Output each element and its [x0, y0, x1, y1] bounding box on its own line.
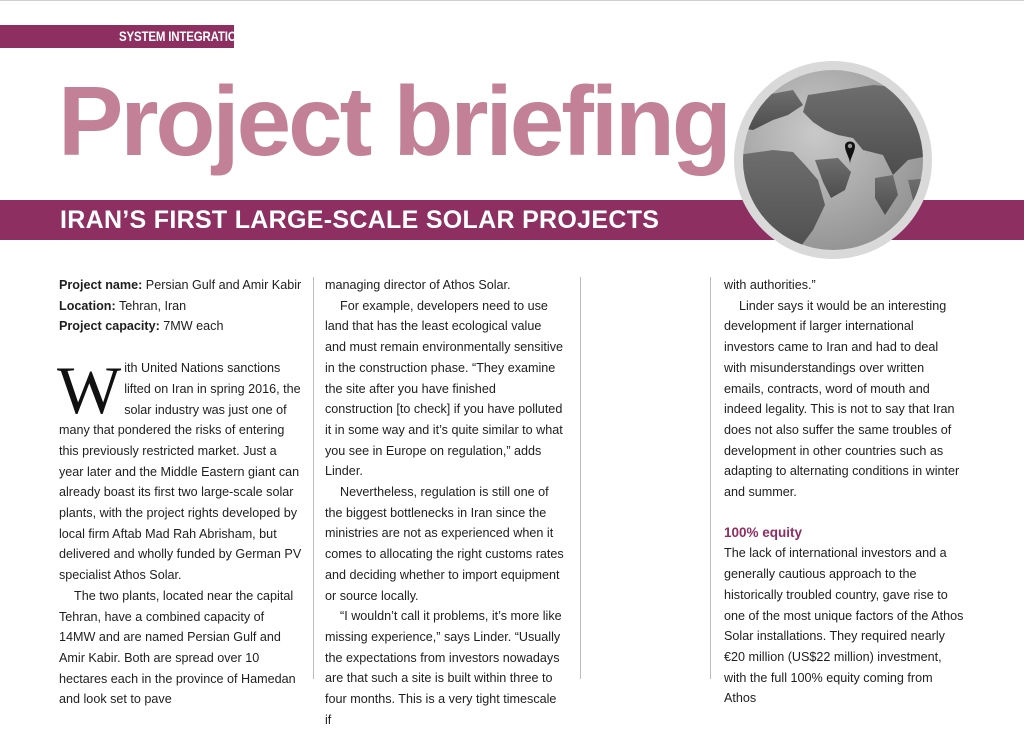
column-divider [313, 277, 314, 679]
column-divider [710, 277, 711, 679]
article-column-1 [59, 275, 303, 710]
article-column-2 [325, 275, 565, 730]
section-tag [0, 25, 245, 48]
section-subhead: 100% equity [724, 524, 803, 540]
column-divider [580, 277, 581, 679]
capacity-line [59, 316, 303, 337]
capacity-label: Project capacity: [59, 319, 160, 334]
subheadline: IRAN’S FIRST LARGE-SCALE SOLAR PROJECTS [60, 206, 660, 234]
article-paragraph: For example, developers need to use land that has the least ecological value and must remain environmentally sensitive in the construction phase. “They examine the site after you have finished construction [to check] if you have polluted it in some way and it’s quite similar to what you see in Europe on regulation,” adds Linder. [325, 298, 563, 479]
project-name-line [59, 275, 303, 296]
article-paragraph: Linder says it would be an interesting development if larger international investors came to Iran and had to deal with misunderstandings over written emails, contracts, word of mouth and indeed legality. This is not to say that Iran does not also suffer the same troubles of development in other countries such as adapting to alternating conditions in winter and summer. [724, 298, 960, 500]
article-paragraph: The lack of international investors and a generally cautious approach to the historically troubled country, gave rise to one of the most unique factors of the Athos Solar installations. They required nearly €20 million (US$22 million) investment, with the full 100% equity coming from Athos [724, 546, 964, 706]
drop-cap: W [57, 352, 122, 429]
capacity-value: 7MW each [163, 319, 224, 334]
project-name-label: Project name: [59, 278, 143, 292]
article-paragraph: The two plants, located near the capital Tehran, have a combined capacity of 14MW and are named Persian Gulf and Amir Kabir. Both are spread over 10 hectares each in the province of Hamedan and look set to pave [59, 588, 296, 707]
top-divider [0, 0, 1024, 1]
article-column-3 [724, 275, 964, 709]
article-paragraph [57, 352, 303, 586]
paragraph-text: ith United Nations sanctions lifted on Iran in spring 2016, the solar industry was just one of many that pondered the risks of entering this previously restricted market. Just a year later and the Middle Eastern giant can already boast its first two large-scale solar plants, with the project rights developed by local firm Aftab Mad Rah Abrisham, but delivered and wholly funded by German PV specialist Athos Solar. [59, 361, 302, 583]
page-title: Project briefing [58, 66, 729, 176]
location-line [59, 296, 303, 317]
location-label: Location: [59, 298, 116, 313]
article-paragraph: managing director of Athos Solar. [325, 278, 511, 292]
globe-map [733, 60, 933, 260]
article-paragraph: Nevertheless, regulation is still one of the biggest bottlenecks in Iran since the ministries are not as experienced when it comes to allocating the right customs rates and deciding whether to import equipment or source locally. [325, 485, 564, 603]
article-paragraph: with authorities.” [724, 278, 816, 292]
project-name-value: Persian Gulf and Amir Kabir [145, 278, 302, 292]
section-tag-label: SYSTEM INTEGRATION [119, 28, 245, 44]
spacer [724, 503, 964, 523]
article-paragraph: “I wouldn’t call it problems, it’s more like missing experience,” says Linder. “Usually the expectations from investors nowadays are that such a site is built within three to four months. This is a very tight timescale if [325, 609, 562, 727]
location-value: Tehran, Iran [118, 298, 187, 313]
